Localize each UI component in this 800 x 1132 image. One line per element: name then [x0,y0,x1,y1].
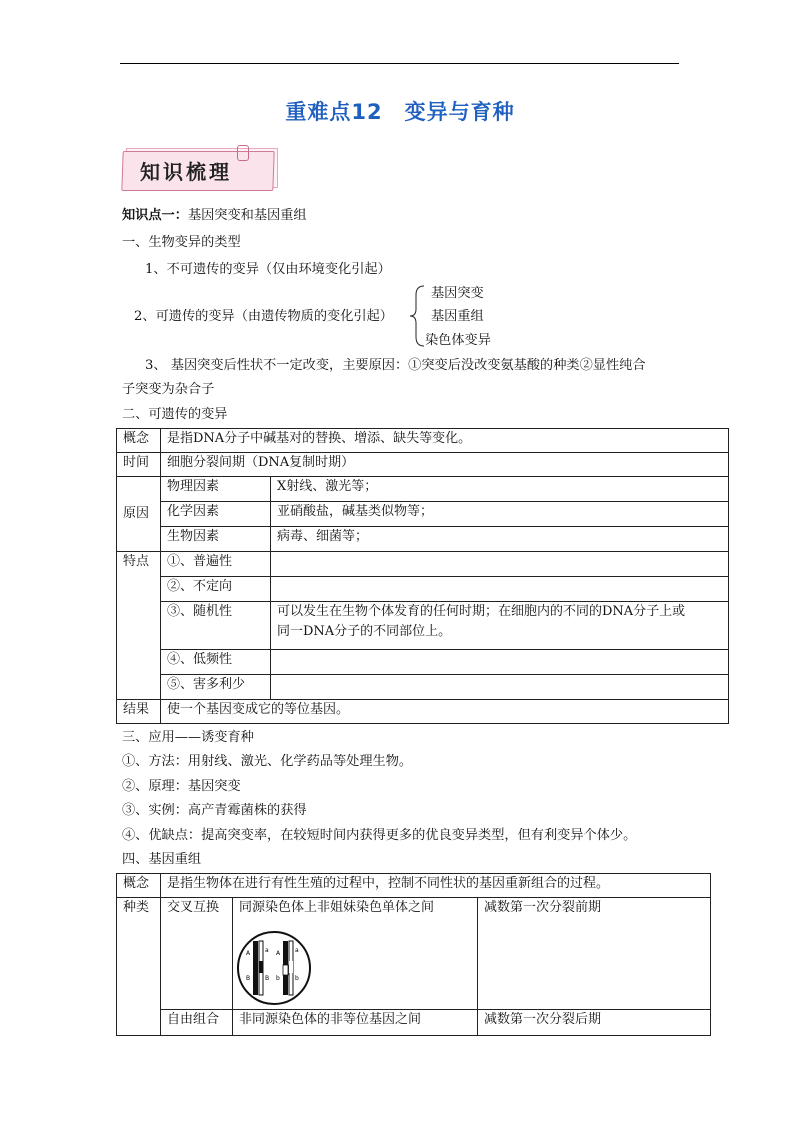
brace-item-1: 基因突变 [431,286,484,301]
gene-label: B [246,975,251,982]
cell-value: ③、随机性 [161,602,271,650]
cell-value: 病毒、细菌等； [271,527,729,552]
crossing-over-diagram [236,930,312,1006]
badge-label: 知识梳理 [140,160,232,184]
page-title: 重难点12 变异与育种 [285,100,515,124]
line-mutation-note-2: 子突变为杂合子 [122,382,215,397]
line-types: 一、生物变异的类型 [122,235,241,250]
gene-label: b [295,975,299,982]
cell-value: 亚硝酸盐，碱基类似物等； [271,502,729,527]
cell-value: 生物因素 [161,527,271,552]
gene-label: a [295,947,299,954]
line-principle: ②、原理：基因突变 [122,779,241,794]
cell-label: 概念 [117,429,161,453]
line-method: ①、方法：用射线、激光、化学药品等处理生物。 [122,754,413,769]
cell-label: 种类 [117,898,161,1036]
line-recombination: 四、基因重组 [122,852,202,867]
brace-item-3: 染色体变异 [425,333,491,348]
line-heritable: 2、可遗传的变异（由遗传物质的变化引起） [134,309,393,324]
cell-value: ②、不定向 [161,577,271,602]
line-pros-cons: ④、优缺点：提高突变率，在较短时间内获得更多的优良变异类型，但有利变异个体少。 [122,828,637,843]
line-example: ③、实例：高产青霉菌株的获得 [122,803,307,818]
cell-label: 结果 [117,700,161,724]
header-rule [120,63,679,64]
cell-value: X射线、激光等； [271,477,729,502]
cell-value: 化学因素 [161,502,271,527]
line-heritable-variation: 二、可遗传的变异 [122,407,228,422]
cell-value: ④、低频性 [161,650,271,675]
cell-value: 使一个基因变成它的等位基因。 [161,700,729,724]
recombination-table [116,873,711,1036]
mutation-table [116,428,729,724]
gene-label: B [265,975,270,982]
cell-value [271,577,729,602]
cell-label: 时间 [117,453,161,477]
cell-value [271,675,729,700]
cell-value [271,650,729,675]
cell-value: 减数第一次分裂后期 [478,1010,711,1036]
knowledge-point-heading: 知识点一：基因突变和基因重组 [122,208,307,223]
cell-value: 同源染色体上非姐妹染色单体之间 A a A a B B b b [233,898,478,1010]
cell-value: 非同源染色体的非等位基因之间 [233,1010,478,1036]
gene-label: b [276,975,280,982]
cell-value: 细胞分裂间期（DNA复制时期） [161,453,729,477]
line-mutation-note-1: 3、 基因突变后性状不一定改变，主要原因：①突变后没改变氨基酸的种类②显性纯合 [145,358,646,373]
cell-label: 特点 [117,552,161,700]
cell-value: 是指生物体在进行有性生殖的过程中，控制不同性状的基因重新组合的过程。 [161,874,711,898]
cell-value: 自由组合 [161,1010,233,1036]
cell-value: ①、普遍性 [161,552,271,577]
brace-item-2: 基因重组 [431,309,484,324]
section-badge [122,148,274,190]
cell-value: 是指DNA分子中碱基对的替换、增添、缺失等变化。 [161,429,729,453]
gene-label: A [276,950,281,957]
cell-value: 物理因素 [161,477,271,502]
cell-label: 概念 [117,874,161,898]
cell-value [271,552,729,577]
cell-value: 交叉互换 [161,898,233,1010]
cell-value: 减数第一次分裂前期 [478,898,711,1010]
line-application: 三、应用——诱变育种 [122,730,254,745]
line-non-heritable: 1、不可遗传的变异（仅由环境变化引起） [145,262,391,277]
cell-value: ⑤、害多利少 [161,675,271,700]
cell-label: 原因 [117,477,161,552]
cell-value: 可以发生在生物个体发育的任何时期；在细胞内的不同的DNA分子上或 同一DNA分子的不同部位上。 [271,602,729,650]
gene-label: a [265,947,269,954]
paperclip-icon [237,145,249,161]
gene-label: A [246,950,251,957]
brace-icon [408,285,426,347]
